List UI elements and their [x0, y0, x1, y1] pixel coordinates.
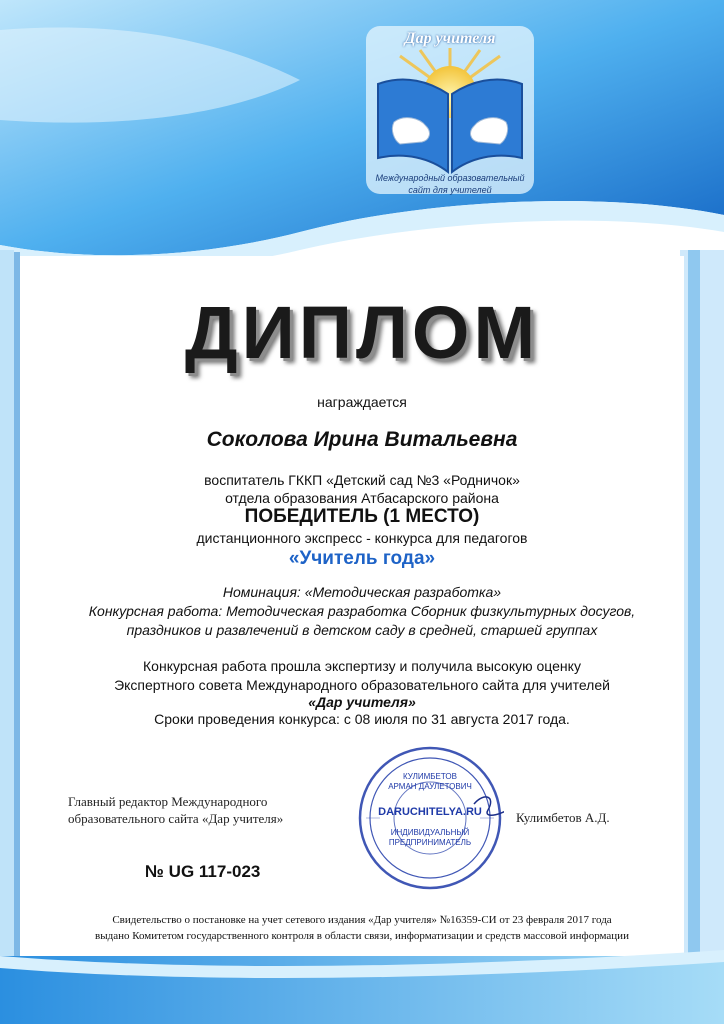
stamp-text	[356, 744, 504, 892]
registration-footer	[20, 912, 704, 944]
stamp-line: ПРЕДПРИНИМАТЕЛЬ	[388, 838, 472, 847]
logo-caption-line: Международный образовательный	[375, 173, 525, 183]
expert-site-name: «Дар учителя»	[308, 694, 416, 710]
signer-name: Кулимбетов А.Д.	[516, 810, 610, 825]
diploma-title: ДИПЛОМ	[184, 291, 540, 374]
signer-role-line: Главный редактор Международного	[68, 794, 268, 809]
contest-work-line: праздников и развлечений в детском саду в средней, старшей группах	[126, 622, 598, 638]
signer-role	[68, 793, 338, 827]
recipient-department: отдела образования Атбасарского района	[225, 490, 499, 506]
recipient-name: Соколова Ирина Витальевна	[206, 428, 518, 451]
stamp-line: DARUCHITELYA.RU	[378, 806, 482, 818]
contest-name: «Учитель года»	[288, 548, 436, 569]
contest-dates: Сроки проведения конкурса: с 08 июля по 31 августа 2017 года.	[154, 711, 570, 727]
signer-role-line: образовательного сайта «Дар учителя»	[68, 811, 284, 826]
expert-statement-line: Конкурсная работа прошла экспертизу и получила высокую оценку	[143, 658, 581, 674]
recipient-position: воспитатель ГККП «Детский сад №3 «Родничок»	[204, 472, 520, 488]
expert-statement-line: Экспертного совета Международного образовательного сайта для учителей	[114, 677, 610, 693]
nomination: Номинация: «Методическая разработка»	[222, 584, 502, 600]
contest-work-line: Конкурсная работа: Методическая разработка Сборник физкультурных досугов,	[88, 603, 636, 619]
award-result: ПОБЕДИТЕЛЬ (1 МЕСТО)	[244, 506, 480, 527]
diploma-number: № UG 117-023	[145, 862, 261, 881]
contest-description: дистанционного экспресс - конкурса для педагогов	[196, 530, 528, 546]
logo-caption	[360, 172, 540, 196]
awarded-label: награждается	[317, 394, 407, 410]
footer-line: Свидетельство о постановке на учет сетевого издания «Дар учителя» №16359-СИ от 23 февраля 2017 года	[112, 914, 612, 926]
footer-line: выдано Комитетом государственного контроля в области связи, информатизации и средств массовой информации	[95, 930, 629, 942]
stamp-line: КУЛИМБЕТОВ	[403, 772, 457, 781]
logo-title: Дар учителя	[404, 30, 496, 47]
stamp-line: АРМАН ДАУЛЕТОВИЧ	[388, 782, 472, 791]
stamp-line: ИНДИВИДУАЛЬНЫЙ	[390, 828, 470, 837]
logo-caption-line: сайт для учителей	[408, 185, 492, 195]
